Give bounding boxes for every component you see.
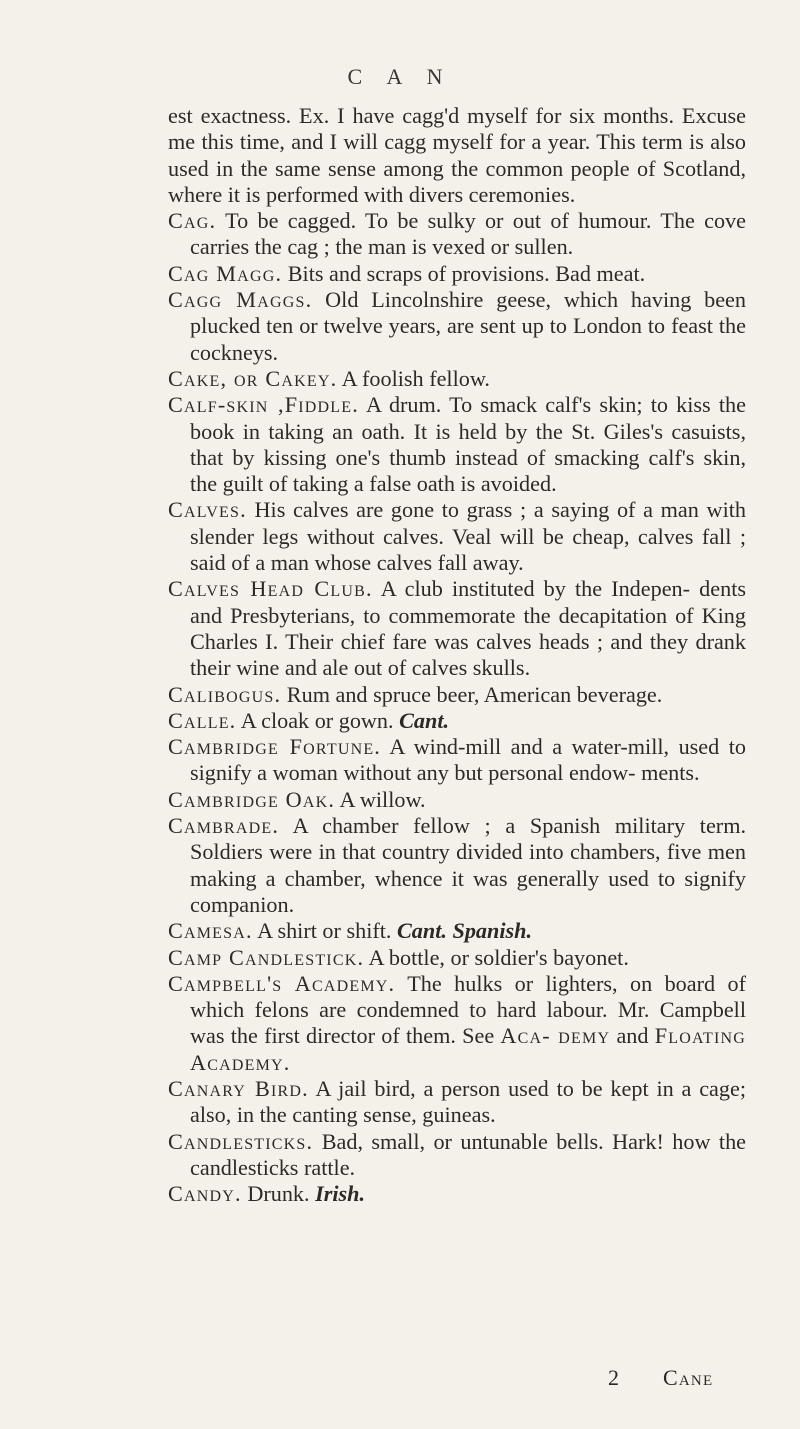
dictionary-entry [168,918,746,944]
entry-headword: Cambrade. [168,813,280,839]
entry-definition: A jail bird, a person used to be kept in a cage; also, in the canting sense, guineas. [190,1075,747,1128]
entry-headword: Calves. [168,497,247,523]
entry-definition: The hulks or lighters, on board of which felons are condemned to hard labour. Mr. Campbell was the first director of them. See [190,970,746,1049]
entry-definition: A cloak or gown. [240,707,394,733]
dictionary-entry [168,1181,746,1207]
dictionary-entry [168,287,746,366]
dictionary-entry [168,392,746,497]
entry-definition: Bad, small, or untunable bells. Hark! how the candlesticks rattle. [190,1128,747,1180]
entry-headword: Cambridge Oak. [168,786,336,812]
entry-definition: Bits and scraps of provisions. Bad meat. [287,260,646,286]
entry-headword: Calle. [168,707,237,733]
entry-headword: Cagg Maggs. [168,287,313,313]
entry-headword: Cag Magg. [168,260,283,286]
entry-definition: A foolish fellow. [341,365,490,391]
entry-headword: Canary Bird. [168,1075,309,1101]
entry-definition: A wind-mill and a water-mill, used to signify a woman without any but personal endow- ments. [190,734,747,786]
entry-headword: Cake, or Cakey. [168,365,338,391]
dictionary-entry-continuation [168,103,746,208]
dictionary-entry [168,682,746,708]
entry-definition: Old Lincolnshire geese, which having been plucked ten or twelve years, are sent up to London to feast the cockneys. [190,287,746,365]
entry-headword: Calves Head Club. [168,576,373,602]
entry-headword: Camp Candlestick. [168,944,365,970]
dictionary-entry [168,208,746,261]
dictionary-entry [168,813,746,918]
dictionary-entry [168,1076,746,1129]
entry-usage-note: Cant. Spanish. [397,918,533,944]
catchword: Cane [663,1365,714,1390]
entry-definition: His calves are gone to grass ; a saying of a man with slender legs without calves. Veal will be cheap, calves fall ; said of a man whose calves fall away. [190,497,746,576]
entry-definition: To be cagged. To be sulky or out of humour. The cove carries the cag ; the man is vexed or sullen. [190,208,747,260]
entry-usage-note: Cant. [399,707,450,733]
entry-definition: A chamber fellow ; a Spanish military term. Soldiers were in that country divided into chambers, five men making a chamber, whence it was generally used to signify companion. [190,813,747,917]
entry-definition: A club instituted by the Indepen- dents and Presbyterians, to commemorate the decapitation of King Charles I. Their chief fare was calves heads ; and they drank their wine and ale out of calves skulls. [190,576,747,681]
dictionary-text [168,103,746,1207]
entry-headword: Cambridge Fortune. [168,734,382,760]
entry-definition: est exactness. Ex. I have cagg'd myself for six months. Excuse me this time, and I will cagg myself for a year. This term is also used in the same sense among the common people of Scotland, where it is performed with divers ceremonies. [168,103,746,207]
entry-definition: A drum. To smack calf's skin; to kiss the book in taking an oath. It is held by the St. Giles's casuists, that by kissing one's thumb instead of smacking calf's skin, the guilt of taking a false oath is avoided. [190,392,746,497]
entry-headword: Calibogus. [168,681,282,707]
entry-headword: Cag. [168,208,217,234]
dictionary-entry [168,787,746,813]
dictionary-entry [168,497,746,576]
running-head: C A N [347,64,453,89]
page-footer [0,1365,800,1395]
dictionary-entry [168,576,746,681]
entry-usage-note: Irish. [315,1181,366,1207]
entry-definition: A bottle, or soldier's bayonet. [368,944,629,970]
entry-cross-reference: Floating Academy. [190,1023,746,1075]
dictionary-entry [168,971,746,1076]
entry-definition: Drunk. [247,1181,310,1207]
entry-headword: Camesa. [168,918,253,944]
signature-mark: 2 [608,1365,619,1390]
entry-cross-reference: Aca- demy [500,1023,611,1049]
entry-definition: A shirt or shift. [257,918,392,944]
dictionary-entry [168,945,746,971]
dictionary-entry [168,261,746,287]
entry-headword: Candy. [168,1181,242,1207]
entry-headword: Candlesticks. [168,1128,314,1154]
dictionary-entry [168,1129,746,1182]
entry-definition: A willow. [339,786,426,812]
dictionary-entry [168,734,746,787]
entry-cross-reference-joiner: and [616,1023,649,1049]
entry-headword: Calf-skin ,Fiddle. [168,392,359,418]
dictionary-entry [168,366,746,392]
dictionary-entry [168,708,746,734]
entry-definition: Rum and spruce beer, American beverage. [286,681,663,707]
entry-headword: Campbell's Academy. [168,970,396,996]
